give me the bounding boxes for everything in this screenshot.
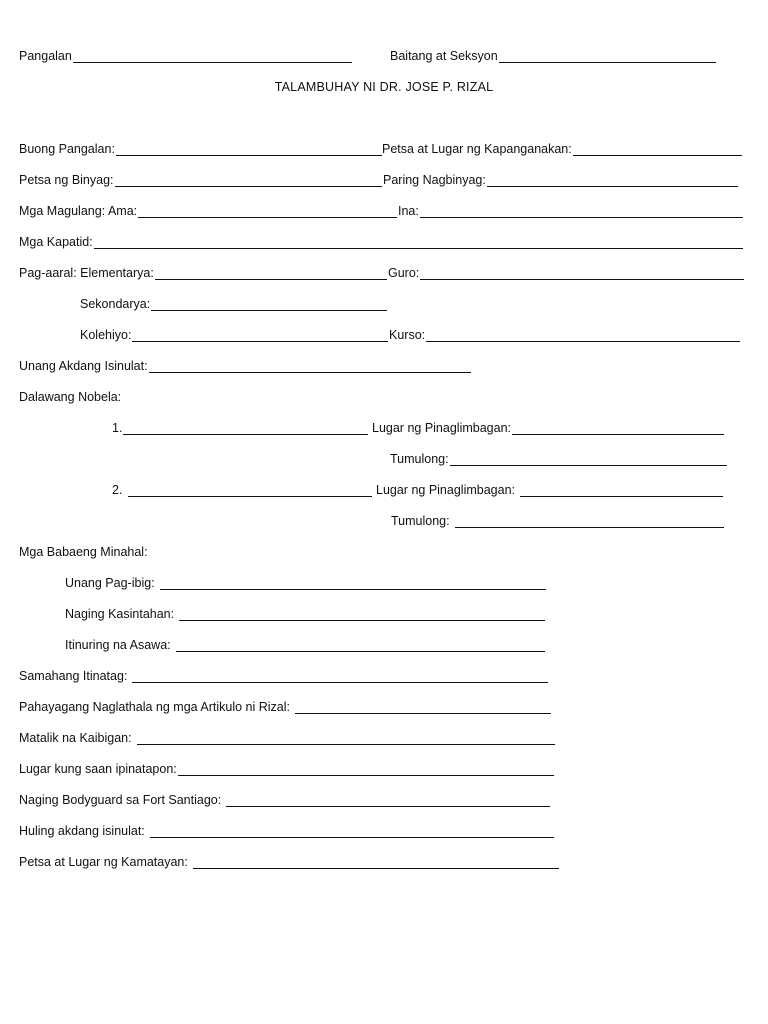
women-loved-heading: Mga Babaeng Minahal: <box>19 545 148 559</box>
novel1-place-label: Lugar ng Pinaglimbagan: <box>372 421 511 435</box>
wife-blank[interactable] <box>176 640 545 652</box>
elementary-field[interactable] <box>19 266 387 280</box>
novel1-helper-field[interactable] <box>390 452 727 466</box>
wife-field[interactable] <box>65 638 545 652</box>
elementary-blank[interactable] <box>155 268 387 280</box>
exile-place-blank[interactable] <box>178 764 554 776</box>
first-work-field[interactable] <box>19 359 471 373</box>
grade-section-field[interactable] <box>390 49 716 63</box>
mother-field[interactable] <box>398 204 743 218</box>
siblings-field[interactable] <box>19 235 743 249</box>
secondary-label: Sekondarya: <box>80 297 151 311</box>
close-friend-label: Matalik na Kaibigan: <box>19 731 132 745</box>
girlfriend-label: Naging Kasintahan: <box>65 607 175 621</box>
first-love-blank[interactable] <box>160 578 546 590</box>
novel2-place-blank[interactable] <box>520 485 723 497</box>
teacher-label: Guro: <box>388 266 420 280</box>
birth-date-place-blank[interactable] <box>573 144 742 156</box>
novel1-place-field[interactable] <box>372 421 724 435</box>
baptizing-priest-blank[interactable] <box>487 175 738 187</box>
page-title: TALAMBUHAY NI DR. JOSE P. RIZAL <box>274 80 494 94</box>
birth-date-place-field[interactable] <box>382 142 742 156</box>
last-work-blank[interactable] <box>150 826 554 838</box>
novel2-place-label: Lugar ng Pinaglimbagan: <box>376 483 515 497</box>
first-love-label: Unang Pag-ibig: <box>65 576 155 590</box>
newspaper-field[interactable] <box>19 700 551 714</box>
name-field[interactable] <box>19 49 352 63</box>
girlfriend-field[interactable] <box>65 607 545 621</box>
novel2-blank[interactable] <box>128 485 372 497</box>
first-work-blank[interactable] <box>149 361 471 373</box>
full-name-blank[interactable] <box>116 144 382 156</box>
father-label: Mga Magulang: Ama: <box>19 204 138 218</box>
course-field[interactable] <box>389 328 740 342</box>
novel2-field[interactable] <box>112 483 372 497</box>
bodyguard-blank[interactable] <box>226 795 550 807</box>
baptizing-priest-label: Paring Nagbinyag: <box>383 173 486 187</box>
first-work-label: Unang Akdang Isinulat: <box>19 359 148 373</box>
organization-blank[interactable] <box>132 671 548 683</box>
course-label: Kurso: <box>389 328 426 342</box>
birth-date-place-label: Petsa at Lugar ng Kapanganakan: <box>382 142 572 156</box>
mother-blank[interactable] <box>420 206 743 218</box>
bodyguard-field[interactable] <box>19 793 550 807</box>
grade-section-blank[interactable] <box>499 51 716 63</box>
teacher-blank[interactable] <box>420 268 744 280</box>
college-label: Kolehiyo: <box>80 328 132 342</box>
novel1-blank[interactable] <box>123 423 368 435</box>
novel1-helper-label: Tumulong: <box>390 452 449 466</box>
mother-label: Ina: <box>398 204 419 218</box>
baptizing-priest-field[interactable] <box>383 173 738 187</box>
girlfriend-blank[interactable] <box>179 609 545 621</box>
full-name-field[interactable] <box>19 142 382 156</box>
organization-label: Samahang Itinatag: <box>19 669 128 683</box>
secondary-blank[interactable] <box>151 299 387 311</box>
novel1-place-blank[interactable] <box>512 423 724 435</box>
siblings-blank[interactable] <box>94 237 743 249</box>
novel2-place-field[interactable] <box>376 483 723 497</box>
novel2-helper-label: Tumulong: <box>391 514 450 528</box>
death-date-place-blank[interactable] <box>193 857 559 869</box>
last-work-field[interactable] <box>19 824 554 838</box>
teacher-field[interactable] <box>388 266 744 280</box>
novel1-number: 1. <box>112 421 123 435</box>
secondary-field[interactable] <box>80 297 387 311</box>
wife-label: Itinuring na Asawa: <box>65 638 171 652</box>
novel2-helper-field[interactable] <box>391 514 724 528</box>
first-love-field[interactable] <box>65 576 546 590</box>
newspaper-blank[interactable] <box>295 702 551 714</box>
close-friend-field[interactable] <box>19 731 555 745</box>
name-label: Pangalan <box>19 49 72 63</box>
full-name-label: Buong Pangalan: <box>19 142 115 156</box>
baptism-date-label: Petsa ng Binyag: <box>19 173 114 187</box>
death-date-place-field[interactable] <box>19 855 559 869</box>
baptism-date-blank[interactable] <box>115 175 382 187</box>
novel1-helper-blank[interactable] <box>450 454 727 466</box>
two-novels-heading: Dalawang Nobela: <box>19 390 122 404</box>
college-blank[interactable] <box>132 330 388 342</box>
exile-place-label: Lugar kung saan ipinatapon: <box>19 762 177 776</box>
newspaper-label: Pahayagang Naglathala ng mga Artikulo ni Rizal: <box>19 700 291 714</box>
organization-field[interactable] <box>19 669 548 683</box>
college-field[interactable] <box>80 328 388 342</box>
name-blank[interactable] <box>73 51 352 63</box>
father-blank[interactable] <box>138 206 397 218</box>
elementary-label: Pag-aaral: Elementarya: <box>19 266 154 280</box>
grade-section-label: Baitang at Seksyon <box>390 49 498 63</box>
bodyguard-label: Naging Bodyguard sa Fort Santiago: <box>19 793 222 807</box>
novel2-helper-blank[interactable] <box>455 516 724 528</box>
death-date-place-label: Petsa at Lugar ng Kamatayan: <box>19 855 188 869</box>
novel2-number: 2. <box>112 483 123 497</box>
exile-place-field[interactable] <box>19 762 554 776</box>
close-friend-blank[interactable] <box>137 733 555 745</box>
siblings-label: Mga Kapatid: <box>19 235 93 249</box>
novel1-field[interactable] <box>112 421 368 435</box>
course-blank[interactable] <box>426 330 740 342</box>
baptism-date-field[interactable] <box>19 173 382 187</box>
father-field[interactable] <box>19 204 397 218</box>
last-work-label: Huling akdang isinulat: <box>19 824 145 838</box>
